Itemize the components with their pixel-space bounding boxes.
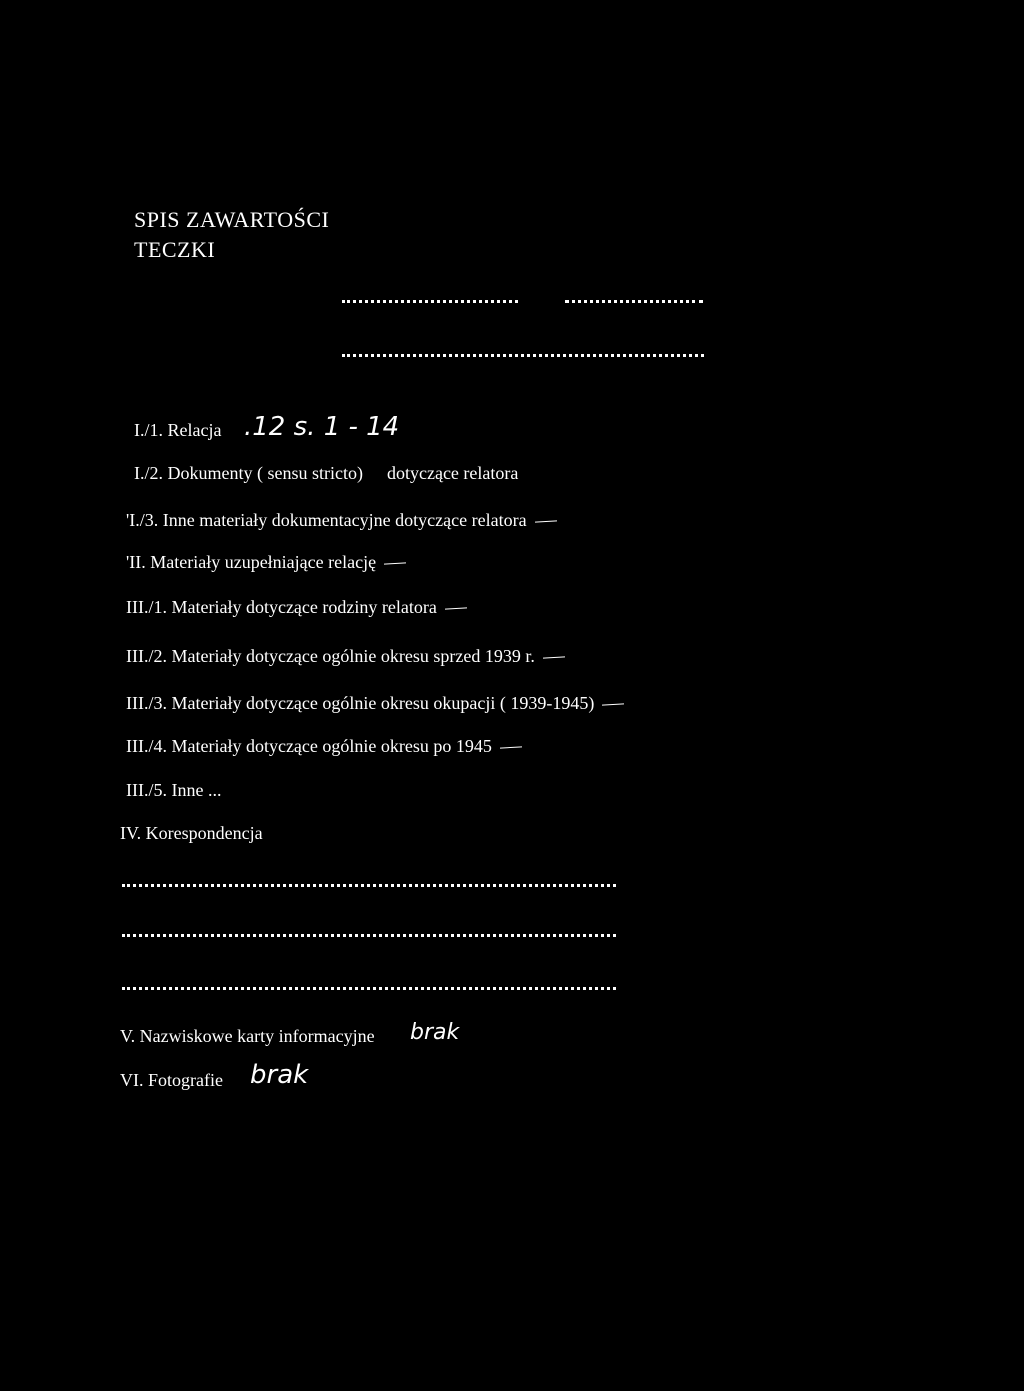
item-label: III./5. Inne ... <box>126 780 222 800</box>
blank-field-2 <box>565 300 703 303</box>
document-title <box>134 205 329 265</box>
item-i-3 <box>126 509 557 531</box>
item-label: III./3. Materiały dotyczące ogólnie okresu okupacji ( 1939-1945) <box>126 693 595 713</box>
blank-line-2 <box>122 934 616 937</box>
item-i-1 <box>134 419 221 441</box>
blank-line-3 <box>122 987 616 990</box>
item-i-2 <box>134 462 518 484</box>
item-label: V. Nazwiskowe karty informacyjne <box>120 1026 375 1046</box>
item-ii <box>126 551 406 573</box>
item-label: III./1. Materiały dotyczące rodziny relatora <box>126 597 437 617</box>
blank-field-3 <box>342 354 704 357</box>
item-v <box>120 1025 375 1047</box>
blank-line-1 <box>122 884 616 887</box>
title-line-2: TECZKI <box>134 237 216 262</box>
item-iii-2 <box>126 645 565 667</box>
handwritten-note-vi: brak <box>250 1060 309 1090</box>
item-label: 'I./3. Inne materiały dokumentacyjne dotyczące relatora <box>126 510 527 530</box>
item-iii-3 <box>126 692 624 714</box>
item-iii-5 <box>126 779 221 801</box>
item-label: III./2. Materiały dotyczące ogólnie okresu sprzed 1939 r. <box>126 646 535 666</box>
item-label-suffix: dotyczące relatora <box>386 463 519 483</box>
dash-mark <box>384 563 406 565</box>
item-iv <box>120 822 263 844</box>
item-vi <box>120 1069 223 1091</box>
item-label: IV. Korespondencja <box>120 823 263 843</box>
item-label: VI. Fotografie <box>120 1070 223 1090</box>
item-iii-1 <box>126 596 467 618</box>
item-label: I./2. Dokumenty ( sensu stricto) <box>134 463 363 483</box>
item-label: III./4. Materiały dotyczące ogólnie okresu po 1945 <box>126 736 492 756</box>
item-iii-4 <box>126 735 522 757</box>
dash-mark <box>500 747 522 749</box>
item-label: I./1. Relacja <box>134 420 222 440</box>
title-line-1: SPIS ZAWARTOŚCI <box>134 207 330 232</box>
handwritten-page-range: .12 s. 1 - 14 <box>244 412 400 442</box>
handwritten-note-v: brak <box>410 1020 460 1045</box>
item-label: 'II. Materiały uzupełniające relację <box>126 552 377 572</box>
dash-mark <box>445 608 467 610</box>
blank-field-1 <box>342 300 518 303</box>
dash-mark <box>535 521 557 523</box>
dash-mark <box>543 657 565 659</box>
dash-mark <box>602 704 624 706</box>
